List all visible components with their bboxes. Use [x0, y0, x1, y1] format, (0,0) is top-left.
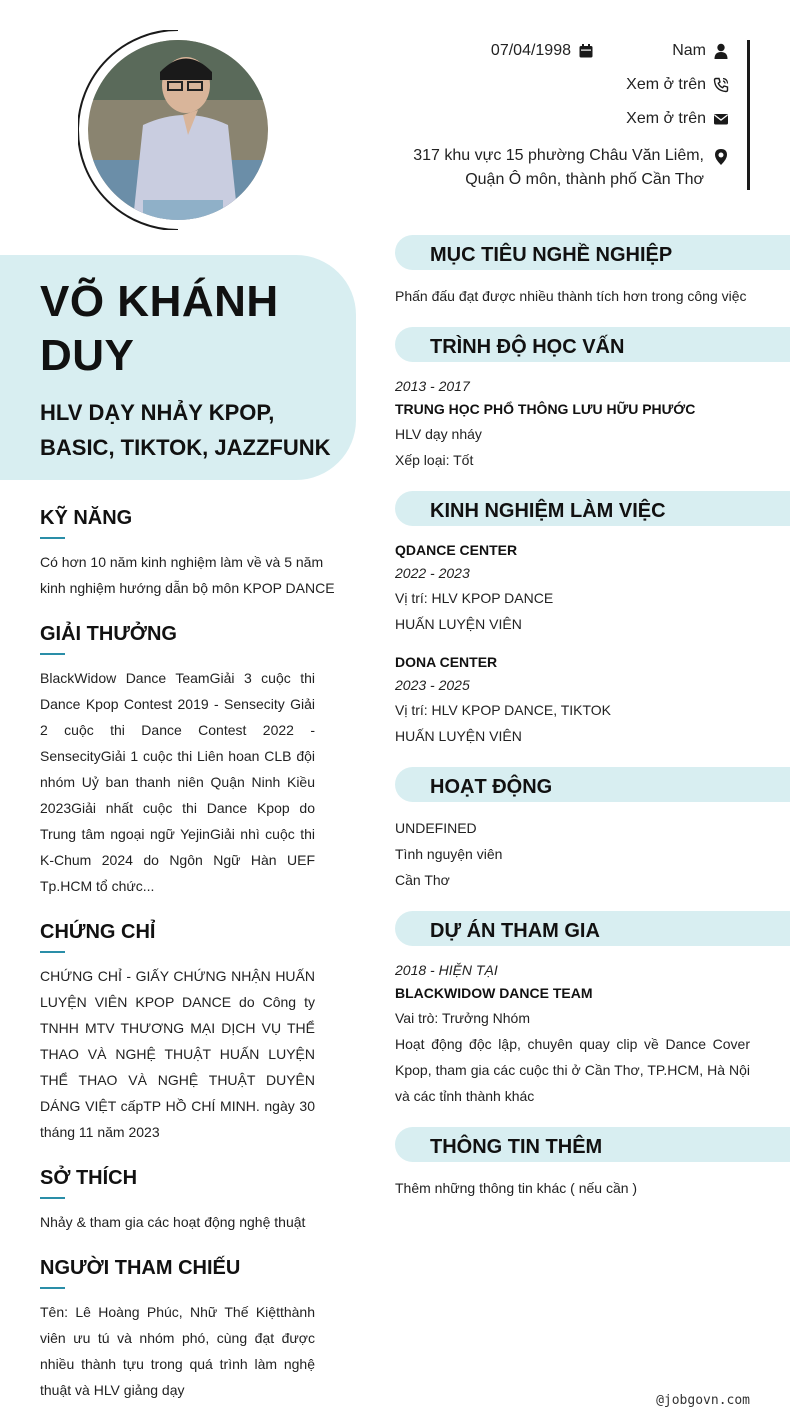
project-description: Hoạt động độc lập, chuyên quay clip về Dance Cover Kpop, tham gia các cuộc thi ở Cần Thơ, TP.HCM, Hà Nội và các tỉnh thành khác: [395, 1036, 750, 1104]
avatar: [88, 40, 268, 220]
hobbies-heading: SỞ THÍCH: [40, 1167, 138, 1189]
activity-line: UNDEFINED: [395, 820, 477, 836]
experience-section: [395, 491, 790, 749]
references-heading: NGƯỜI THAM CHIẾU: [40, 1257, 241, 1279]
references-text: Tên: Lê Hoàng Phúc, Nhữ Thế Kiệtthành viên ưu tú và nhóm phó, cùng đạt được nhiều thành tựu trong quá trình làm nghệ thuật và HLV giảng dạy: [40, 1304, 315, 1398]
awards-text: BlackWidow Dance TeamGiải 3 cuộc thi Dance Kpop Contest 2019 - Sensecity Giải 2 cuộc thi Dance Contest 2022 - SensecityGiải 1 cuộc thi Liên hoan CLB đội nhóm Uỷ ban thanh niên Quận Ninh Kiều 2023Giải nhất cuộc thi Dance Kpop do Trung tâm ngoại ngữ YejinGiải nhì cuộc thi K-Chum 2024 do Ngôn Ngữ Hàn UEF Tp.HCM tổ chức...: [40, 670, 315, 894]
job-title: HLV DẠY NHẢY KPOP, BASIC, TIKTOK, JAZZFUNK: [40, 400, 331, 460]
awards-section: [40, 621, 350, 899]
education-school: TRUNG HỌC PHỔ THÔNG LƯU HỮU PHƯỚC: [395, 401, 696, 417]
job-position: Vị trí: HLV KPOP DANCE: [395, 590, 554, 606]
section-underline: [40, 1197, 65, 1199]
projects-section: [395, 911, 790, 1109]
skills-text: Có hơn 10 năm kinh nghiệm làm về và 5 năm kinh nghiệm hướng dẫn bộ môn KPOP DANCE: [40, 554, 335, 596]
left-column: [40, 505, 350, 1422]
email-row: [626, 110, 729, 128]
job-item: [395, 651, 790, 749]
skills-section: [40, 505, 350, 601]
projects-heading: DỰ ÁN THAM GIA: [395, 911, 790, 946]
right-column: [395, 235, 790, 1219]
extra-section: [395, 1127, 790, 1201]
references-section: [40, 1255, 350, 1403]
contact-panel: [370, 40, 750, 190]
certificates-text: CHỨNG CHỈ - GIẤY CHỨNG NHẬN HUẤN LUYỆN VIÊN KPOP DANCE do Công ty TNHH MTV THƯƠNG MẠI DỊCH VỤ THỂ THAO VÀ NGHỆ THUẬT HUẤN LUYỆN THỂ THAO VÀ NGHỆ THUẬT DUYÊN DÁNG VIỆT cấpTP HỒ CHÍ MINH. ngày 30 tháng 11 năm 2023: [40, 968, 315, 1140]
gender-text: Nam: [672, 42, 706, 59]
job-description: HUẤN LUYỆN VIÊN: [395, 616, 522, 632]
birthday-text: 07/04/1998: [490, 42, 571, 59]
education-rank: Xếp loại: Tốt: [395, 452, 474, 468]
location-icon: [713, 148, 729, 166]
certificates-heading: CHỨNG CHỈ: [40, 921, 156, 943]
section-underline: [40, 537, 65, 539]
candidate-name: VÕ KHÁNH DUY: [40, 277, 279, 380]
objective-heading: MỤC TIÊU NGHỀ NGHIỆP: [395, 235, 790, 270]
email-text: Xem ở trên: [626, 110, 706, 127]
gender-row: [672, 42, 729, 60]
activity-line: Cần Thơ: [395, 872, 450, 888]
activity-line: Tình nguyện viên: [395, 846, 503, 862]
avatar-container: [78, 30, 278, 230]
certificates-section: [40, 919, 350, 1145]
phone-text: Xem ở trên: [626, 76, 706, 93]
hobbies-section: [40, 1165, 350, 1235]
phone-icon: [713, 77, 729, 93]
name-block: [0, 255, 356, 480]
address-line-2: Quận Ô môn, thành phố Cần Thơ: [465, 171, 704, 188]
section-underline: [40, 951, 65, 953]
project-role: Vai trò: Trưởng Nhóm: [395, 1010, 531, 1026]
project-name: BLACKWIDOW DANCE TEAM: [395, 985, 593, 1001]
objective-text: Phấn đấu đạt được nhiều thành tích hơn trong công việc: [395, 288, 747, 304]
job-description: HUẤN LUYỆN VIÊN: [395, 728, 522, 744]
phone-row: [626, 76, 729, 94]
calendar-icon: [578, 43, 594, 59]
address-row: [413, 144, 729, 192]
activities-heading: HOẠT ĐỘNG: [395, 767, 790, 802]
section-underline: [40, 653, 65, 655]
education-period: 2013 - 2017: [395, 378, 470, 394]
job-period: 2023 - 2025: [395, 677, 470, 693]
job-item: [395, 539, 790, 637]
job-position: Vị trí: HLV KPOP DANCE, TIKTOK: [395, 702, 612, 718]
education-heading: TRÌNH ĐỘ HỌC VẤN: [395, 327, 790, 362]
footer-brand: @jobgovn.com: [656, 1393, 750, 1408]
birthday-row: [491, 42, 594, 60]
activities-section: [395, 767, 790, 893]
objective-section: [395, 235, 790, 309]
hobbies-text: Nhảy & tham gia các hoạt động nghệ thuật: [40, 1214, 306, 1230]
project-period: 2018 - HIỆN TẠI: [395, 962, 498, 978]
extra-heading: THÔNG TIN THÊM: [395, 1127, 790, 1162]
address-line-1: 317 khu vực 15 phường Châu Văn Liêm,: [413, 147, 704, 164]
section-underline: [40, 1287, 65, 1289]
job-company: QDANCE CENTER: [395, 542, 518, 558]
experience-heading: KINH NGHIỆM LÀM VIỆC: [395, 491, 790, 526]
extra-text: Thêm những thông tin khác ( nếu cần ): [395, 1180, 638, 1196]
education-section: [395, 327, 790, 473]
job-company: DONA CENTER: [395, 654, 498, 670]
user-icon: [713, 43, 729, 59]
skills-heading: KỸ NĂNG: [40, 507, 133, 529]
job-period: 2022 - 2023: [395, 565, 470, 581]
awards-heading: GIẢI THƯỞNG: [40, 623, 177, 645]
email-icon: [713, 111, 729, 127]
education-major: HLV dạy nháy: [395, 426, 482, 442]
